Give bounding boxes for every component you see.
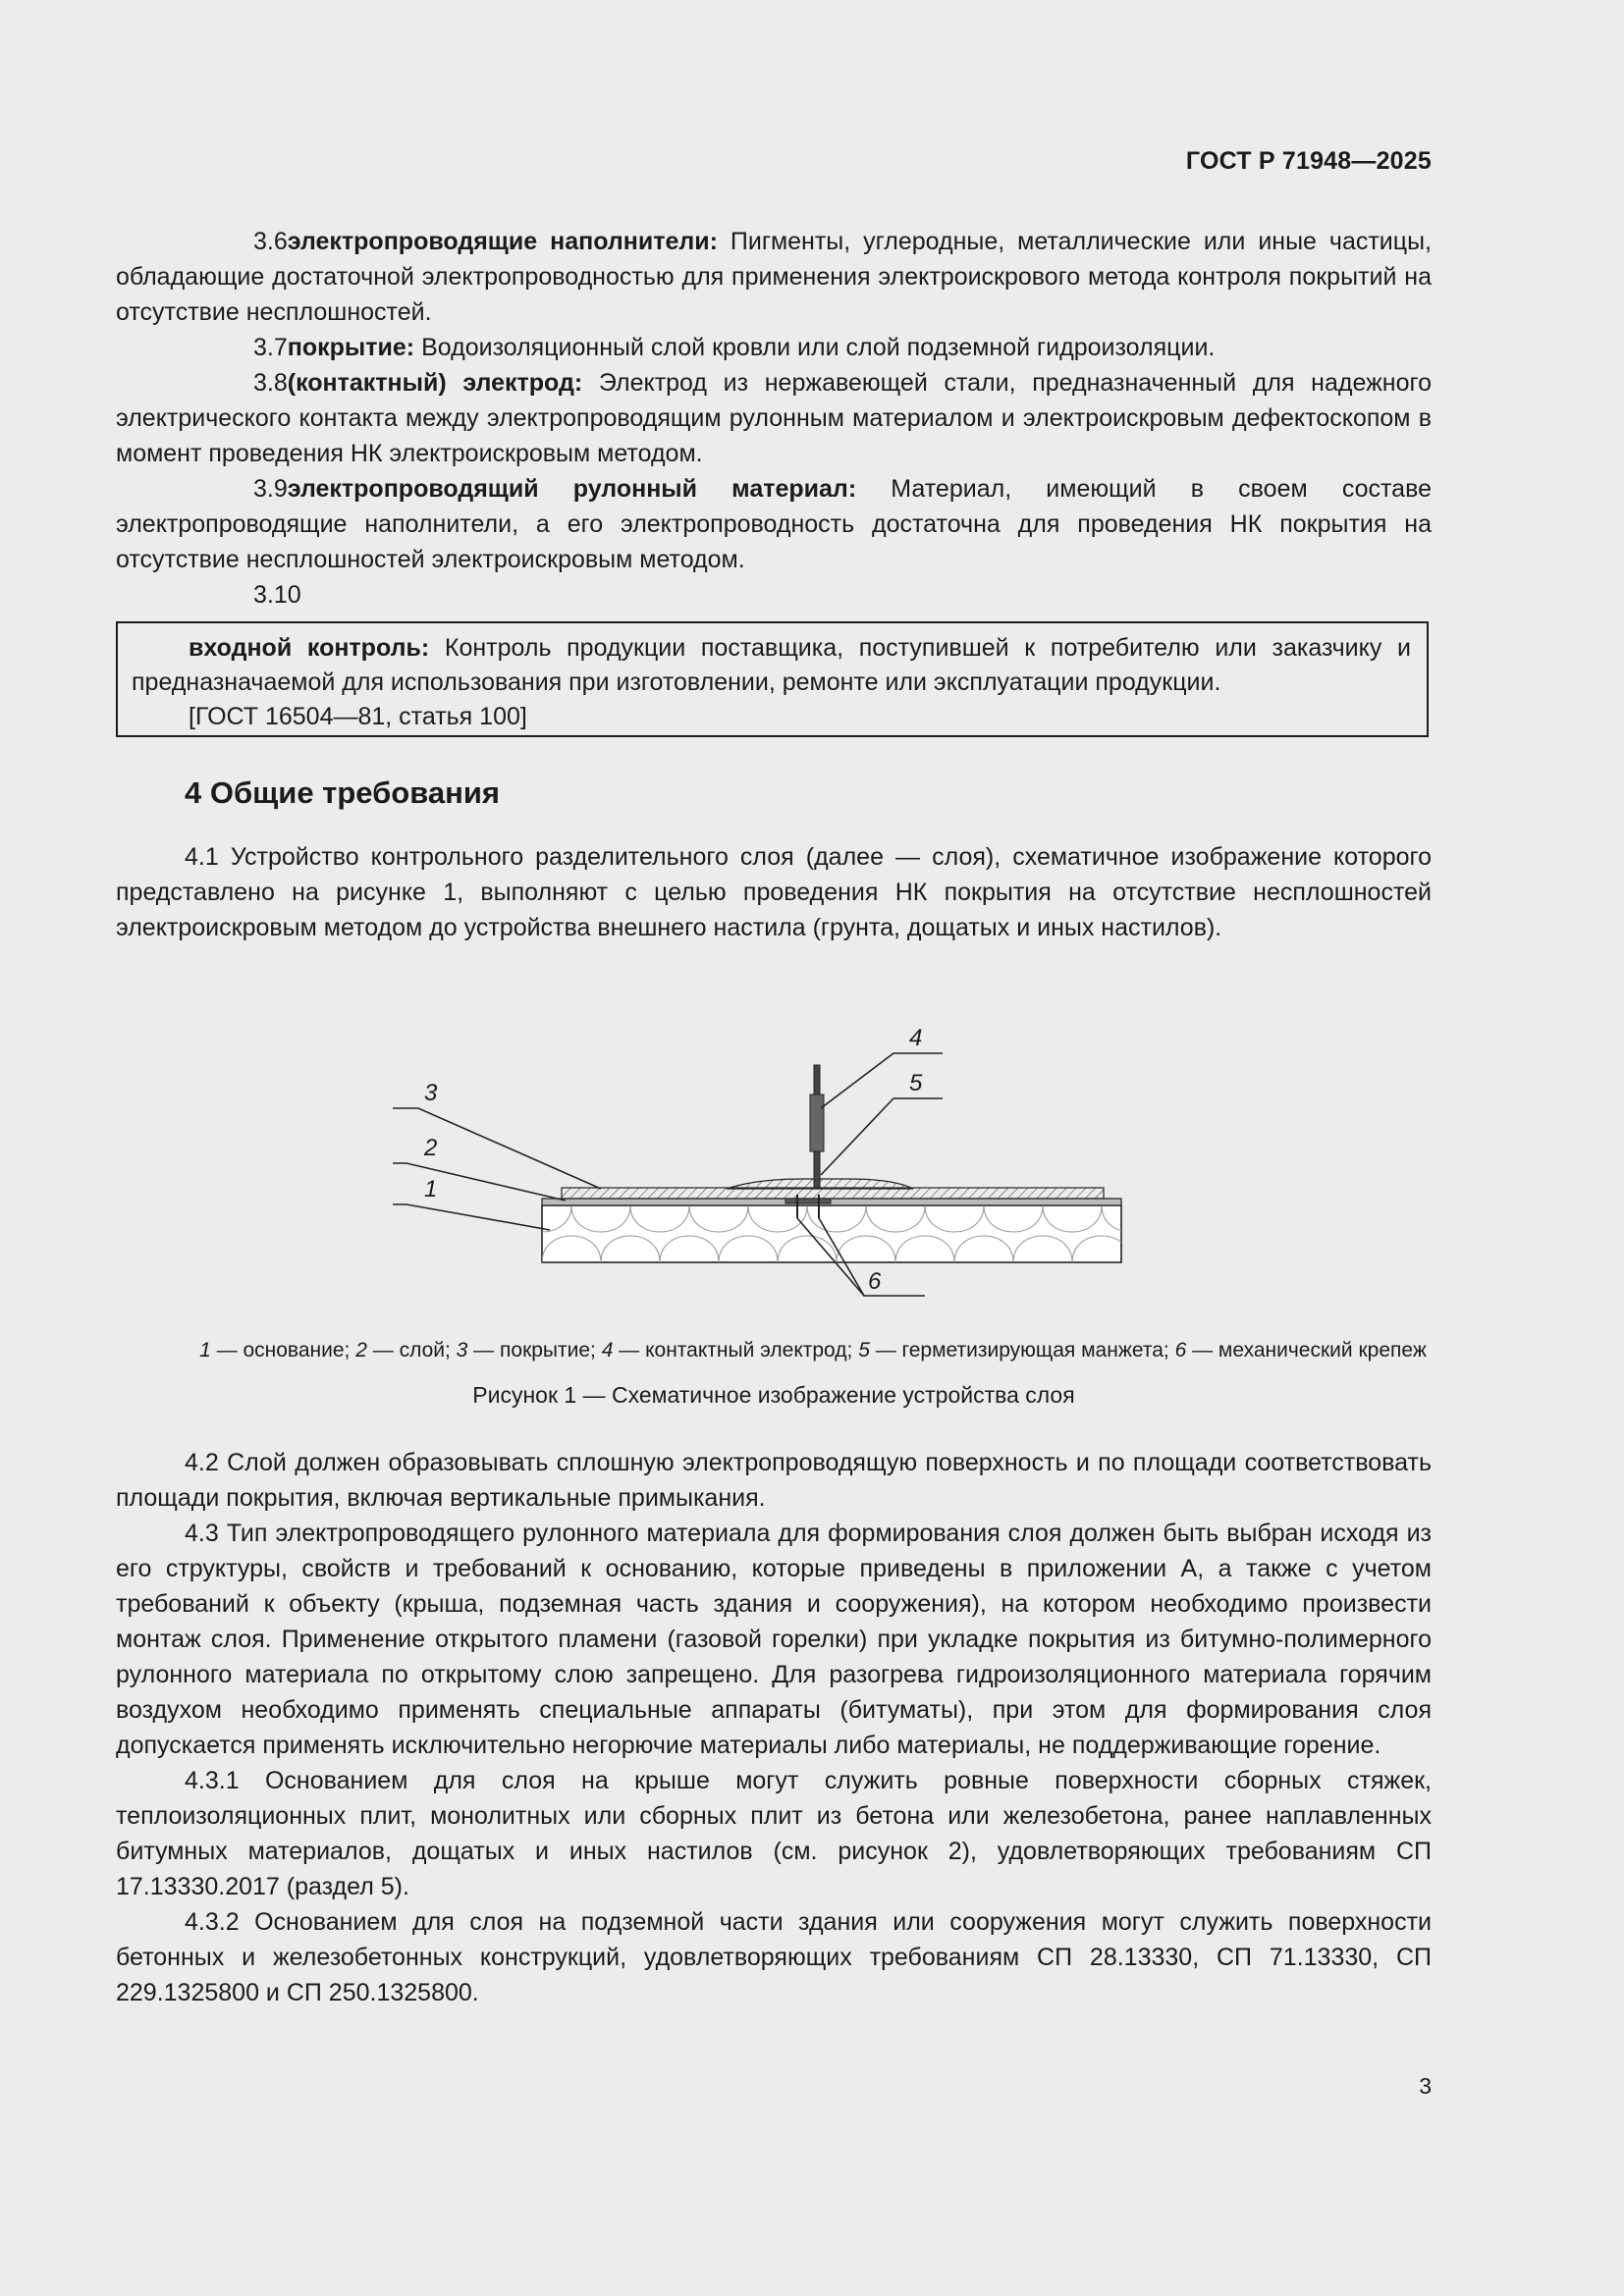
quoted-definition (132, 631, 1411, 700)
quoted-definition-box (116, 621, 1429, 737)
paragraph-4-3-1: 4.3.1 Основанием для слоя на крыше могут служить ровные поверхности сборных стяжек, теплоизоляционных плит, монолитных или сборных плит из бетона или железобетона, ранее наплавленных битумных материалов, дощатых и иных настилов (см. рисунок 2), удовлетворяющих требованиям СП 17.13330.2017 (раздел 5). (116, 1767, 1432, 1900)
definition-text: Контроль продукции поставщика, поступившей к потребителю или заказчику и предназначаемой для использования при изготовлении, ремонте или эксплуатации продукции. (132, 634, 1411, 696)
definition-3-6 (116, 224, 1432, 330)
clause-number: 3.7 (253, 334, 288, 361)
callout-5: 5 (909, 1070, 923, 1096)
source-reference: [ГОСТ 16504—81, статья 100] (189, 703, 527, 730)
figure-caption: Рисунок 1 — Схематичное изображение устройства слоя (472, 1382, 1075, 1408)
definition-3-10 (116, 577, 1432, 613)
term: электропроводящий рулонный материал: (287, 475, 857, 503)
clause-number: 3.8 (253, 369, 288, 397)
body-paragraphs (116, 1445, 1432, 2010)
term: входной контроль: (189, 634, 430, 662)
clause-number: 3.9 (253, 475, 288, 503)
document-number: ГОСТ Р 71948—2025 (1185, 147, 1432, 175)
definition-text: Электрод из нержавеющей стали, предназначенный для надежного электрического контакта между электропроводящим рулонным материалом и электроискровым дефектоскопом в момент проведения НК электроискровым методом. (116, 369, 1432, 467)
legend-text: — слой; (366, 1339, 457, 1362)
definitions-block (116, 224, 1432, 613)
section-heading: 4 Общие требования (185, 775, 500, 810)
callout-2: 2 (424, 1135, 438, 1161)
term: (контактный) электрод: (287, 369, 583, 397)
electrode-sleeve (810, 1095, 824, 1151)
legend-number: 5 (858, 1339, 870, 1362)
legend-text: — герметизирующая манжета; (869, 1339, 1175, 1362)
fastener-plate (785, 1199, 831, 1203)
term: покрытие: (287, 334, 415, 361)
paragraph-4-3: 4.3 Тип электропроводящего рулонного материала для формирования слоя должен быть выбран исходя из его структуры, свойств и требований к основанию, которые приведены в приложении А, а также с учетом требований к объекту (крыша, подземная часть здания и сооружения), на котором необходимо произвести монтаж слоя. Применение открытого пламени (газовой горелки) при укладке покрытия из битумно-полимерного рулонного материала по открытому слою запрещено. Для разогрева гидроизоляционного материала горячим воздухом необходимо применять специальные аппараты (битуматы), при этом для формирования слоя допускается применять исключительно негорючие материалы либо материалы, не поддерживающие горение. (116, 1520, 1432, 1759)
clause-number: 3.6 (253, 228, 288, 255)
paragraph-4-3-2: 4.3.2 Основанием для слоя на подземной части здания или сооружения могут служить поверхности бетонных и железобетонных конструкций, удовлетворяющих требованиям СП 28.13330, СП 71.13330, СП 229.1325800 и СП 250.1325800. (116, 1908, 1432, 2006)
legend-text: — основание; (210, 1339, 356, 1362)
definition-text: Водоизоляционный слой кровли или слой подземной гидроизоляции. (421, 334, 1216, 361)
callout-6: 6 (868, 1268, 882, 1295)
separating-layer (542, 1199, 1121, 1205)
callout-3: 3 (424, 1080, 438, 1106)
legend-number: 4 (601, 1339, 614, 1362)
paragraph-4-1: 4.1 Устройство контрольного разделительного слоя (далее — слоя), схематичное изображение которого представлено на рисунке 1, выполняют с целью проведения НК покрытия на отсутствие несплошностей электроискровым методом до устройства внешнего настила (грунта, дощатых и иных настилов). (116, 843, 1432, 941)
paragraph-4-1-block (116, 839, 1432, 945)
clause-number: 3.10 (253, 581, 301, 609)
definition-3-9 (116, 471, 1432, 577)
figure-legend (116, 1339, 1510, 1362)
paragraph-4-2: 4.2 Слой должен образовывать сплошную электропроводящую поверхность и по площади соответствовать площади покрытия, включая вертикальные примыкания. (116, 1449, 1432, 1512)
legend-text: — покрытие; (467, 1339, 602, 1362)
figure-1-diagram (393, 996, 1178, 1310)
legend-number: 1 (199, 1339, 211, 1362)
legend-number: 2 (355, 1339, 367, 1362)
definition-text: Материал, имеющий в своем составе электропроводящие наполнители, а его электропроводность достаточна для проведения НК покрытия на отсутствие несплошностей электроискровым методом. (116, 475, 1432, 573)
legend-number: 3 (456, 1339, 468, 1362)
legend-text: — механический крепеж (1186, 1339, 1427, 1362)
page-number: 3 (1419, 2073, 1432, 2099)
term: электропроводящие наполнители: (287, 228, 718, 255)
definition-text: Пигменты, углеродные, металлические или иные частицы, обладающие достаточной электропроводностью для применения электроискрового метода контроля покрытий на отсутствие несплошностей. (116, 228, 1432, 326)
legend-number: 6 (1174, 1339, 1187, 1362)
callout-1: 1 (424, 1176, 438, 1202)
definition-3-8 (116, 365, 1432, 471)
callout-4: 4 (909, 1025, 923, 1051)
legend-text: — контактный электрод; (613, 1339, 859, 1362)
definition-3-7 (116, 330, 1432, 365)
coating-layer (562, 1188, 1104, 1199)
